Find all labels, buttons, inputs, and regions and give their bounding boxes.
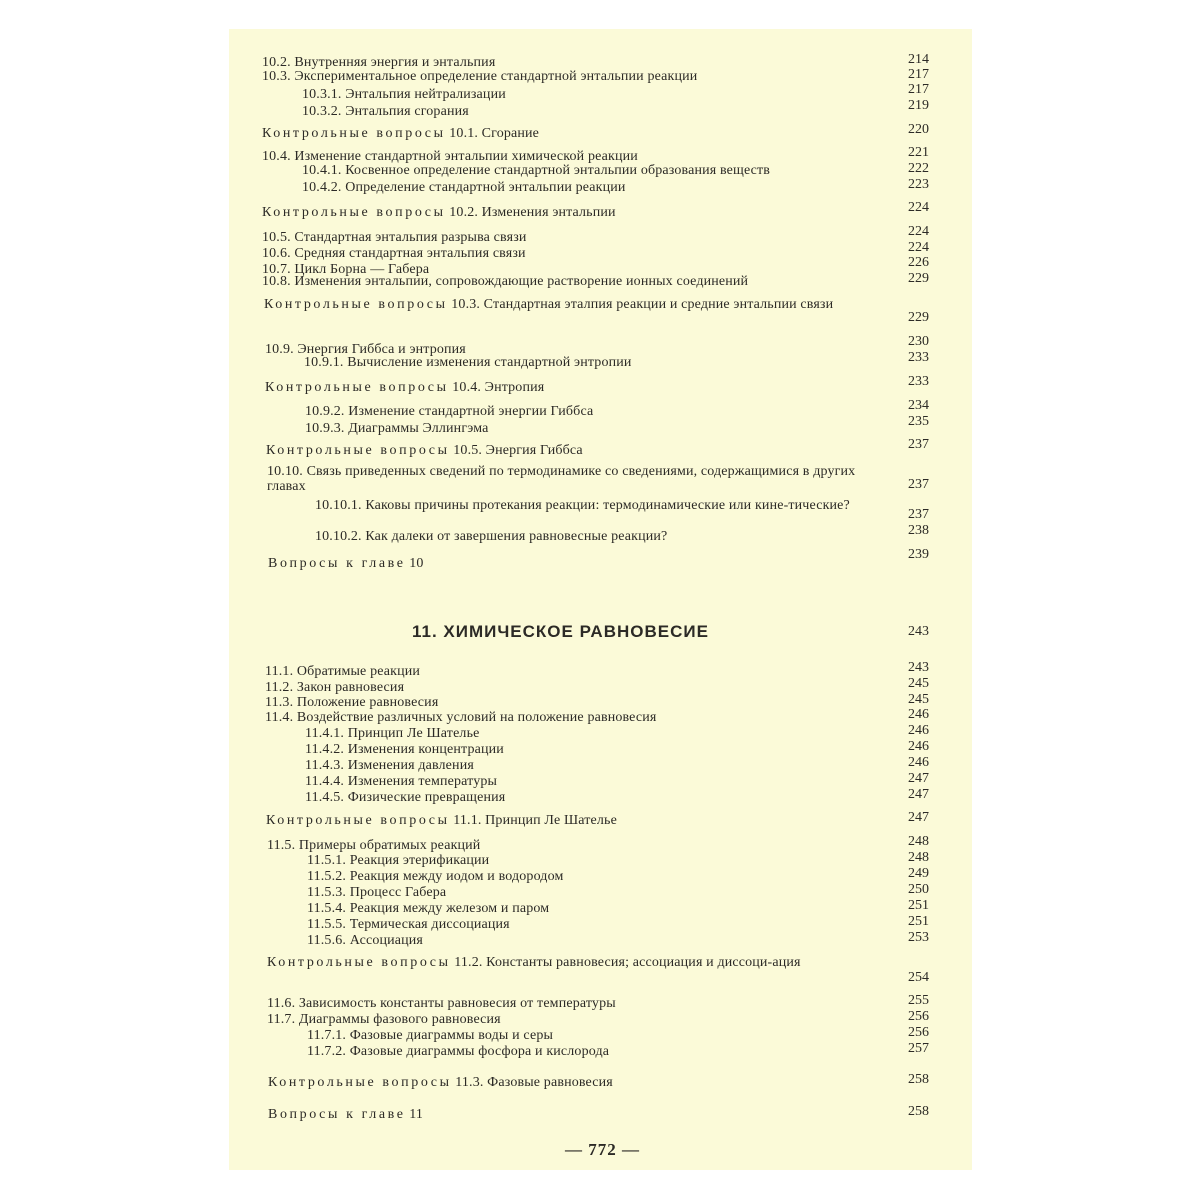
toc-review-questions: Контрольные вопросы 10.4. Энтропия [265,380,545,395]
toc-review-questions: Контрольные вопросы 11.2. Константы равновесия; ассоциация и диссоци-ация [267,955,801,970]
toc-entry: 11.4. Воздействие различных условий на положение равновесия [265,710,657,725]
toc-entry: 11.4.5. Физические превращения [305,790,506,805]
toc-page-number: 246 [908,707,929,722]
toc-page-number: 243 [908,624,929,639]
toc-entry: 10.5. Стандартная энтальпия разрыва связи [262,230,527,245]
toc-entry: 10.4. Изменение стандартной энтальпии химической реакции [262,149,638,164]
toc-entry: 11.1. Обратимые реакции [265,664,420,679]
toc-page-number: 255 [908,993,929,1008]
toc-entry: 11.6. Зависимость константы равновесия от температуры [267,996,616,1011]
toc-entry: 10.4.2. Определение стандартной энтальпии реакции [302,180,626,195]
toc-page-number: 233 [908,374,929,389]
toc-page-number: 251 [908,914,929,929]
toc-page-number: 243 [908,660,929,675]
toc-entry: 10.8. Изменения энтальпии, сопровождающие растворение ионных соединений [262,274,749,289]
toc-entry: 11.3. Положение равновесия [265,695,439,710]
toc-page-number: 248 [908,834,929,849]
toc-page-number: 237 [908,477,929,492]
toc-page-number: 250 [908,882,929,897]
toc-entry: 10.6. Средняя стандартная энтальпия связи [262,246,526,261]
toc-page-number: 219 [908,98,929,113]
toc-page-number: 254 [908,970,929,985]
toc-page-number: 246 [908,755,929,770]
toc-entry: 11.4.1. Принцип Ле Шателье [305,726,480,741]
toc-entry: 10.9. Энергия Гиббса и энтропия [265,342,466,357]
toc-entry: 10.9.3. Диаграммы Эллингэма [305,421,489,436]
toc-entry: 11.4.3. Изменения давления [305,758,474,773]
toc-entry: 11.5.2. Реакция между иодом и водородом [307,869,564,884]
toc-page-number: 247 [908,810,929,825]
toc-entry: 10.3.2. Энтальпия сгорания [302,104,469,119]
toc-review-questions: Контрольные вопросы 10.5. Энергия Гиббса [266,443,583,458]
toc-entry: 10.10.1. Каковы причины протекания реакции: термодинамические или кине-тические? [315,498,850,513]
toc-page-number: 253 [908,930,929,945]
toc-page-number: 235 [908,414,929,429]
toc-page-number: 222 [908,161,929,176]
toc-page-number: 229 [908,310,929,325]
toc-page-number: 229 [908,271,929,286]
toc-page-number: 257 [908,1041,929,1056]
toc-review-questions: Контрольные вопросы 11.1. Принцип Ле Шателье [266,813,617,828]
toc-entry: 11.5.3. Процесс Габера [307,885,447,900]
toc-entry: 10.9.1. Вычисление изменения стандартной энтропии [304,355,632,370]
toc-page-number: 247 [908,771,929,786]
toc-review-questions: Контрольные вопросы 10.1. Сгорание [262,126,540,141]
toc-entry: 11.5.4. Реакция между железом и паром [307,901,550,916]
toc-page-number: 230 [908,334,929,349]
toc-entry: 11.4.2. Изменения концентрации [305,742,504,757]
toc-entry: 10.7. Цикл Борна — Габера [262,262,430,277]
toc-page-number: 214 [908,52,929,67]
toc-page-number: 233 [908,350,929,365]
toc-page-number: 217 [908,67,929,82]
toc-page-number: 247 [908,787,929,802]
toc-page-number: 224 [908,224,929,239]
toc-page-number: 221 [908,145,929,160]
toc-review-questions: Контрольные вопросы 10.2. Изменения энтальпии [262,205,616,220]
toc-entry: 10.4.1. Косвенное определение стандартной энтальпии образования веществ [302,163,771,178]
chapter-heading: 11. ХИМИЧЕСКОЕ РАВНОВЕСИЕ [412,622,709,641]
toc-page-number: 238 [908,523,929,538]
toc-entry: 11.5.6. Ассоциация [307,933,423,948]
toc-page-number: 220 [908,122,929,137]
toc-page-number: 245 [908,676,929,691]
toc-page-number: 258 [908,1104,929,1119]
page-number-footer: — 772 — [565,1140,640,1159]
toc-page-number: 226 [908,255,929,270]
toc-page-number: 223 [908,177,929,192]
toc-page-number: 224 [908,240,929,255]
toc-entry: 10.10. Связь приведенных сведений по термодинамике со сведениями, содержащимися в других главах [267,464,856,494]
toc-page-number: 249 [908,866,929,881]
toc-entry: 10.3.1. Энтальпия нейтрализации [302,87,506,102]
toc-chapter-questions: Вопросы к главе 10 [268,556,424,571]
toc-page-number: 239 [908,547,929,562]
toc-entry: 10.10.2. Как далеки от завершения равновесные реакции? [315,529,668,544]
toc-page-number: 245 [908,692,929,707]
toc-entry: 11.4.4. Изменения температуры [305,774,498,789]
toc-entry: 10.9.2. Изменение стандартной энергии Гиббса [305,404,594,419]
toc-page-number: 248 [908,850,929,865]
toc-page-number: 217 [908,82,929,97]
toc-entry: 11.5.1. Реакция этерификации [307,853,490,868]
toc-entry: 10.3. Экспериментальное определение стандартной энтальпии реакции [262,69,698,84]
toc-entry: 11.7.1. Фазовые диаграммы воды и серы [307,1028,554,1043]
toc-page-number: 256 [908,1025,929,1040]
toc-entry: 11.7.2. Фазовые диаграммы фосфора и кислорода [307,1044,610,1059]
toc-page-number: 237 [908,507,929,522]
toc-entry: 11.5.5. Термическая диссоциация [307,917,510,932]
toc-review-questions: Контрольные вопросы 11.3. Фазовые равновесия [268,1075,613,1090]
toc-page-number: 224 [908,200,929,215]
toc-entry: 11.2. Закон равновесия [265,680,405,695]
toc-page-number: 246 [908,723,929,738]
toc-page-number: 258 [908,1072,929,1087]
toc-page-number: 251 [908,898,929,913]
toc-entry: 10.2. Внутренняя энергия и энтальпия [262,55,496,70]
toc-page-number: 237 [908,437,929,452]
toc-review-questions: Контрольные вопросы 10.3. Стандартная эталпия реакции и средние энтальпии связи [264,297,834,312]
toc-entry: 11.5. Примеры обратимых реакций [267,838,481,853]
toc-chapter-questions: Вопросы к главе 11 [268,1107,424,1122]
toc-page-number: 234 [908,398,929,413]
toc-page-number: 256 [908,1009,929,1024]
toc-page-number: 246 [908,739,929,754]
toc-entry: 11.7. Диаграммы фазового равновесия [267,1012,501,1027]
